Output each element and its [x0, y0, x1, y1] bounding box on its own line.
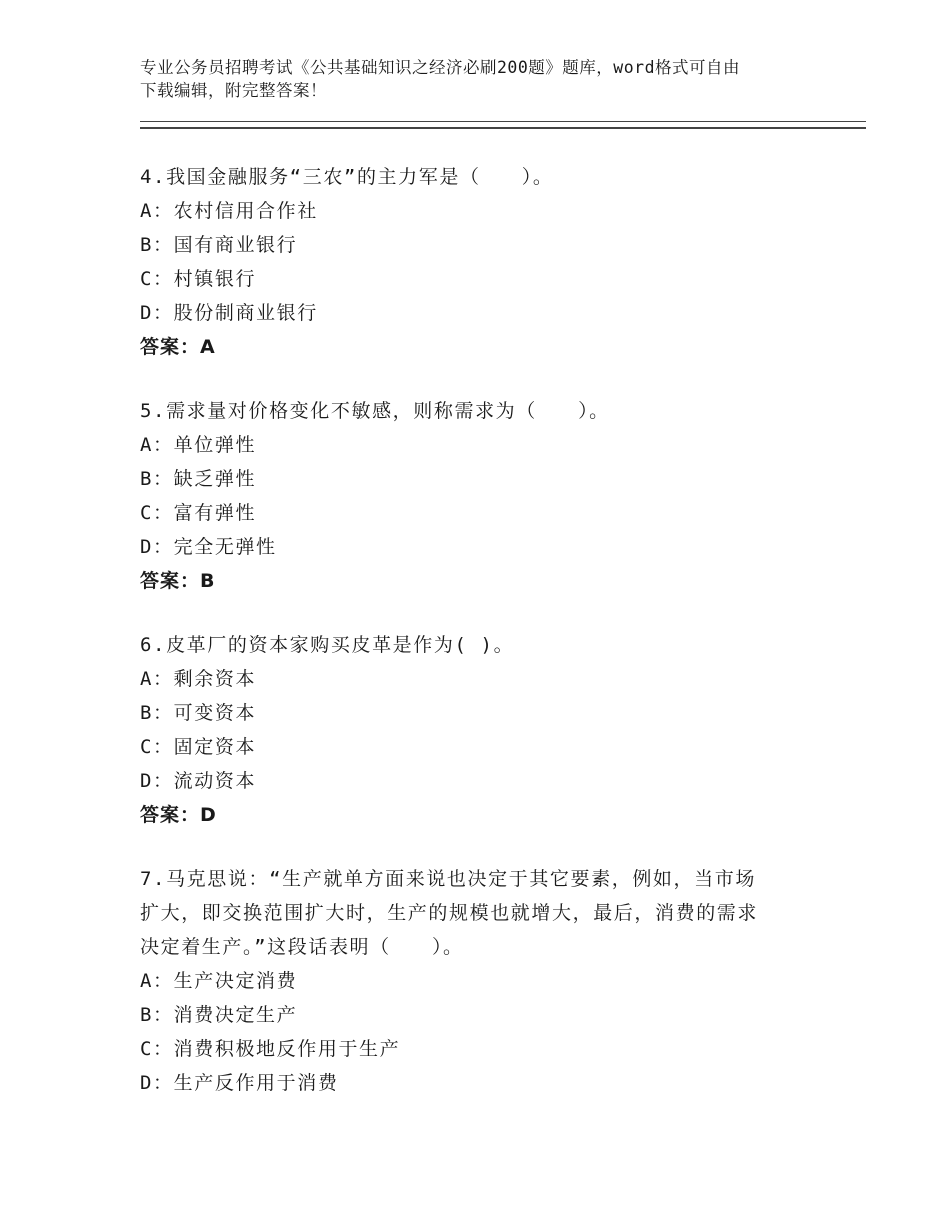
- option-a: A：剩余资本: [140, 668, 257, 690]
- option-d: D：流动资本: [140, 770, 257, 792]
- question-stem: 5.需求量对价格变化不敏感，则称需求为（ ）。: [140, 400, 610, 422]
- header-line-1: 专业公务员招聘考试《公共基础知识之经济必刷200题》题库，word格式可自由: [140, 58, 741, 77]
- option-c: C：村镇银行: [140, 268, 257, 290]
- question-stem-line-3: 决定着生产。”这段话表明（ ）。: [140, 936, 464, 958]
- answer-label: 答案：A: [140, 336, 216, 358]
- question-stem: 4.我国金融服务“三农”的主力军是（ ）。: [140, 166, 554, 188]
- document-header: [140, 56, 820, 102]
- option-c: C：消费积极地反作用于生产: [140, 1038, 401, 1060]
- option-d: D：生产反作用于消费: [140, 1072, 339, 1094]
- answer-label: 答案：D: [140, 804, 217, 826]
- option-b: B：可变资本: [140, 702, 257, 724]
- question-stem-line-2: 扩大，即交换范围扩大时，生产的规模也就增大，最后，消费的需求: [140, 902, 759, 924]
- option-a: A：单位弹性: [140, 434, 257, 456]
- header-divider: [140, 121, 866, 129]
- question-list: [140, 160, 820, 1130]
- option-a: A：农村信用合作社: [140, 200, 318, 222]
- option-b: B：缺乏弹性: [140, 468, 257, 490]
- question-5: [140, 394, 820, 598]
- question-4: [140, 160, 820, 364]
- option-c: C：固定资本: [140, 736, 257, 758]
- option-a: A：生产决定消费: [140, 970, 298, 992]
- option-d: D：完全无弹性: [140, 536, 277, 558]
- option-b: B：国有商业银行: [140, 234, 298, 256]
- answer-label: 答案：B: [140, 570, 216, 592]
- option-c: C：富有弹性: [140, 502, 257, 524]
- question-stem-line-1: 7.马克思说：“生产就单方面来说也决定于其它要素，例如，当市场: [140, 868, 756, 890]
- header-line-2: 下载编辑，附完整答案！: [140, 81, 327, 100]
- question-6: [140, 628, 820, 832]
- question-stem: 6.皮革厂的资本家购买皮革是作为( )。: [140, 634, 515, 656]
- option-b: B：消费决定生产: [140, 1004, 298, 1026]
- question-7: [140, 862, 820, 1100]
- option-d: D：股份制商业银行: [140, 302, 318, 324]
